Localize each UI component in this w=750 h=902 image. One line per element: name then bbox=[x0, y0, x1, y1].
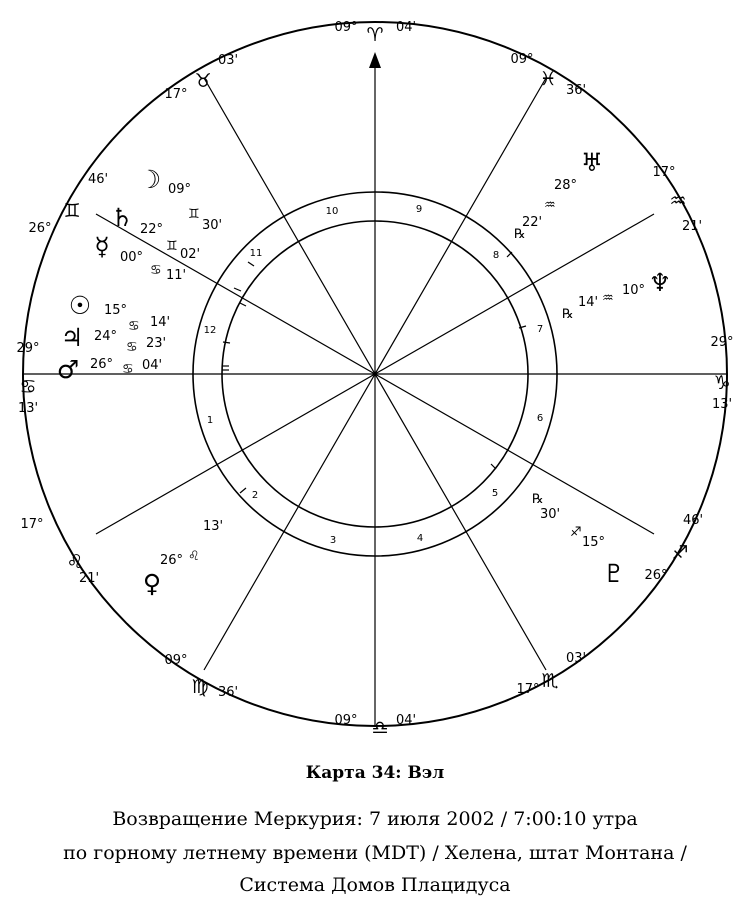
house-number-10: 10 bbox=[325, 206, 339, 217]
planet-sign-icon: ♋ bbox=[122, 362, 134, 377]
cusp-minutes: 13' bbox=[17, 401, 39, 416]
planet-minutes: 22' bbox=[522, 215, 543, 230]
cusp-degree: 09° bbox=[334, 713, 358, 728]
planet-minutes: 11' bbox=[166, 268, 187, 283]
planet-uranus bbox=[514, 148, 603, 242]
planet-sign-icon: ♌ bbox=[188, 549, 200, 564]
planet-minutes: 30' bbox=[202, 218, 223, 233]
planet-degree: 10° bbox=[622, 283, 646, 298]
cusp-degree: 09° bbox=[334, 20, 358, 35]
mercury-icon: ☿ bbox=[94, 232, 110, 261]
zodiac-sign-icon: ♑ bbox=[713, 372, 731, 394]
planet-sign-icon: ♋ bbox=[128, 319, 140, 334]
planet-sign-icon: ♐ bbox=[570, 525, 582, 540]
zodiac-sign-icon: ♋ bbox=[19, 376, 37, 398]
house-number-12: 12 bbox=[203, 325, 217, 336]
cusp-minutes: 13' bbox=[711, 397, 733, 412]
zodiac-sign-icon: ♎ bbox=[371, 717, 389, 739]
cusp-degree: 26° bbox=[28, 221, 52, 236]
planet-degree: 28° bbox=[554, 178, 578, 193]
zodiac-sign-icon: ♓ bbox=[539, 68, 557, 90]
cusp-degree: 17° bbox=[652, 165, 676, 180]
chart-subtitle-line-2: по горному летнему времени (MDT) / Хелена, штат Монтана / bbox=[63, 842, 687, 864]
cusp-minutes: 36' bbox=[566, 83, 587, 98]
cusp-minutes: 36' bbox=[218, 685, 239, 700]
planet-sign-icon: ♒ bbox=[602, 291, 614, 306]
planet-venus bbox=[143, 519, 223, 598]
uranus-icon: ♅ bbox=[580, 148, 604, 177]
zodiac-sign-icon: ♍ bbox=[191, 676, 209, 698]
cusp-minutes: 21' bbox=[682, 219, 703, 234]
planet-tick bbox=[491, 464, 496, 469]
house-number-6: 6 bbox=[536, 413, 544, 424]
cusp-degree: 17° bbox=[516, 682, 540, 697]
zodiac-sign-icon: ♈ bbox=[366, 24, 384, 46]
cusp-minutes: 04' bbox=[396, 713, 417, 728]
cusp-label-house-11 bbox=[164, 53, 238, 102]
house-number-11: 11 bbox=[249, 248, 263, 259]
chart-subtitle-line-1: Возвращение Меркурия: 7 июля 2002 / 7:00:10 утра bbox=[112, 808, 638, 830]
retrograde-icon: ℞ bbox=[532, 492, 544, 507]
jupiter-icon: ♃ bbox=[60, 323, 84, 352]
cusp-degree: 09° bbox=[510, 52, 534, 67]
cusp-label-house-8 bbox=[652, 165, 702, 234]
cusp-label-house-4 bbox=[334, 713, 416, 739]
cusp-label-house-9 bbox=[510, 52, 586, 98]
cusp-label-house-7 bbox=[710, 335, 733, 412]
planet-degree: 15° bbox=[582, 535, 606, 550]
chart-subtitle-line-3: Система Домов Плацидуса bbox=[239, 874, 511, 896]
cusp-degree: 09° bbox=[164, 653, 188, 668]
cusp-label-house-1 bbox=[16, 341, 39, 416]
zodiac-sign-icon: ♏ bbox=[541, 670, 559, 692]
planet-tick bbox=[234, 288, 241, 291]
retrograde-icon: ℞ bbox=[562, 307, 574, 322]
planet-tick bbox=[240, 488, 246, 493]
planet-pluto bbox=[532, 492, 625, 588]
neptune-icon: ♆ bbox=[648, 268, 672, 297]
planet-sign-icon: ♋ bbox=[126, 340, 138, 355]
planet-minutes: 13' bbox=[203, 519, 224, 534]
zodiac-sign-icon: ♒ bbox=[669, 190, 687, 212]
cusp-degree: 26° bbox=[644, 568, 668, 583]
cusp-label-house-3 bbox=[164, 653, 238, 700]
mars-icon: ♂ bbox=[56, 355, 80, 384]
retrograde-icon: ℞ bbox=[514, 227, 526, 242]
house-number-9: 9 bbox=[415, 204, 423, 215]
cusp-degree: 17° bbox=[164, 87, 188, 102]
planet-sign-icon: ♊ bbox=[188, 207, 200, 222]
planet-degree: 24° bbox=[94, 329, 118, 344]
planet-minutes: 14' bbox=[578, 295, 599, 310]
chart-title: Карта 34: Вэл bbox=[305, 763, 445, 783]
midheaven-arrow bbox=[369, 52, 381, 68]
planet-minutes: 30' bbox=[540, 507, 561, 522]
zodiac-sign-icon: ♊ bbox=[63, 200, 81, 222]
planet-degree: 22° bbox=[140, 222, 164, 237]
planet-sign-icon: ♒ bbox=[544, 198, 556, 213]
house-number-3: 3 bbox=[329, 535, 337, 546]
cusp-label-house-12 bbox=[28, 172, 108, 236]
saturn-icon: ♄ bbox=[110, 203, 134, 232]
planet-tick bbox=[223, 342, 230, 343]
cusp-minutes: 46' bbox=[88, 172, 109, 187]
house-number-4: 4 bbox=[416, 533, 424, 544]
cusp-minutes: 03' bbox=[566, 651, 587, 666]
cusp-label-house-5 bbox=[516, 651, 586, 697]
house-number-7: 7 bbox=[536, 324, 544, 335]
cusp-minutes: 03' bbox=[218, 53, 239, 68]
cusp-degree: 17° bbox=[20, 517, 44, 532]
planet-tick bbox=[240, 303, 246, 306]
planet-degree: 26° bbox=[160, 553, 184, 568]
planet-mars bbox=[57, 355, 162, 384]
cusp-minutes: 04' bbox=[396, 20, 417, 35]
cusp-minutes: 21' bbox=[79, 571, 100, 586]
cusp-degree: 29° bbox=[16, 341, 40, 356]
planet-sun bbox=[69, 291, 170, 334]
cusp-degree: 29° bbox=[710, 335, 734, 350]
cusp-label-house-2 bbox=[20, 517, 99, 586]
cusp-minutes: 46' bbox=[683, 513, 704, 528]
planet-sign-icon: ♋ bbox=[150, 263, 162, 278]
planet-labels bbox=[57, 148, 671, 598]
planet-minutes: 14' bbox=[150, 315, 171, 330]
zodiac-sign-icon: ♌ bbox=[66, 551, 84, 573]
zodiac-sign-icon: ♐ bbox=[671, 542, 689, 564]
planet-minutes: 23' bbox=[146, 336, 167, 351]
house-number-8: 8 bbox=[492, 250, 500, 261]
planet-tick bbox=[248, 262, 254, 266]
house-number-2: 2 bbox=[251, 490, 259, 501]
pluto-icon: ♇ bbox=[602, 559, 626, 588]
planet-neptune bbox=[562, 268, 671, 322]
planet-minutes: 04' bbox=[142, 358, 163, 373]
planet-degree: 15° bbox=[104, 303, 128, 318]
cusp-label-house-10 bbox=[334, 20, 416, 46]
sun-icon: ☉ bbox=[68, 291, 92, 320]
zodiac-sign-icon: ♉ bbox=[194, 70, 212, 92]
venus-icon: ♀ bbox=[142, 569, 162, 598]
planet-degree: 00° bbox=[120, 250, 144, 265]
cusp-label-house-6 bbox=[644, 513, 703, 583]
planet-degree: 09° bbox=[168, 182, 192, 197]
house-number-5: 5 bbox=[491, 488, 499, 499]
planet-minutes: 02' bbox=[180, 247, 201, 262]
moon-icon: ☽ bbox=[138, 165, 162, 194]
planet-sign-icon: ♊ bbox=[166, 239, 178, 254]
house-number-1: 1 bbox=[206, 415, 214, 426]
planet-degree: 26° bbox=[90, 357, 114, 372]
